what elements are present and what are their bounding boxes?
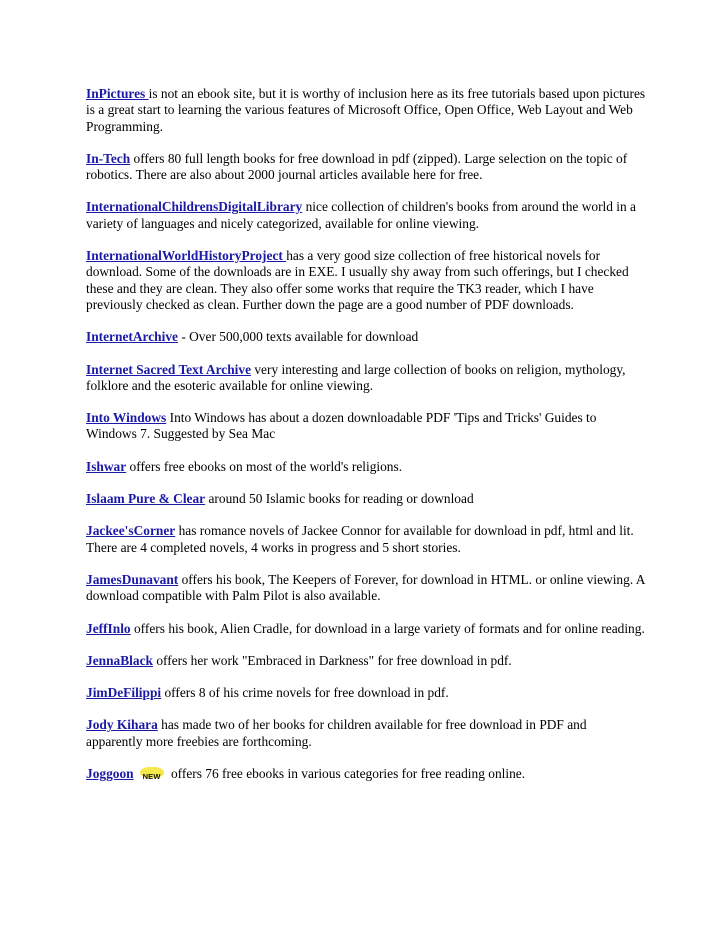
entry-description: has made two of her books for children available for free download in PDF and apparently more freebies are forthcoming.: [86, 717, 587, 749]
entry-into-windows: [86, 410, 646, 443]
entry-inpictures: [86, 86, 646, 135]
link-jenna-black[interactable]: JennaBlack: [86, 652, 153, 668]
link-jeff-inlo[interactable]: JeffInlo: [86, 620, 131, 636]
entry-description: offers 76 free ebooks in various categories for free reading online.: [167, 766, 526, 782]
link-into-windows[interactable]: Into Windows: [86, 410, 167, 426]
entry-internet-sacred-text-archive: [86, 362, 646, 395]
link-international-childrens-digital-library[interactable]: InternationalChildrensDigitalLibrary: [86, 199, 303, 215]
link-ishwar[interactable]: Ishwar: [86, 458, 127, 474]
link-jim-defilippi[interactable]: JimDeFilippi: [86, 685, 162, 701]
link-internet-archive[interactable]: InternetArchive: [86, 329, 178, 345]
entry-description: has romance novels of Jackee Connor for available for download in pdf, html and lit. There are 4 completed novels, 4 works in progress and 5 short stories.: [86, 523, 634, 555]
entry-description: offers 8 of his crime novels for free download in pdf.: [161, 685, 449, 701]
link-inpictures[interactable]: InPictures: [86, 86, 149, 101]
entry-description: around 50 Islamic books for reading or download: [205, 491, 474, 507]
entry-description: offers her work "Embraced in Darkness" for free download in pdf.: [152, 652, 512, 668]
entry-james-dunavant: [86, 572, 646, 605]
new-badge-icon: [140, 767, 164, 782]
entry-jeff-inlo: [86, 621, 646, 637]
entry-description: very interesting and large collection of books on religion, mythology, folklore and the esoteric available for online viewing.: [86, 361, 626, 393]
link-jody-kihara[interactable]: Jody Kihara: [86, 717, 158, 733]
entry-description: has a very good size collection of free historical novels for download. Some of the downloads are in EXE. I usually shy away from such offerings, but I checked these and they are clean. They also offer some works that require the TK3 reader, which I have previously checked as clean. Further down the page are a good number of PDF downloads.: [86, 248, 629, 312]
link-jackees-corner[interactable]: Jackee'sCorner: [86, 523, 176, 539]
link-james-dunavant[interactable]: JamesDunavant: [86, 571, 179, 587]
entry-description: is not an ebook site, but it is worthy of inclusion here as its free tutorials based upon pictures is a great start to learning the various features of Microsoft Office, Open Office, Web Layout and Web Programming.: [86, 86, 646, 134]
entry-description: offers free ebooks on most of the world's religions.: [126, 458, 403, 474]
link-in-tech[interactable]: In-Tech: [86, 150, 131, 166]
entry-ishwar: [86, 459, 646, 475]
new-badge-label: NEW: [142, 772, 161, 782]
link-international-world-history-project[interactable]: InternationalWorldHistoryProject: [86, 248, 287, 264]
link-internet-sacred-text-archive[interactable]: Internet Sacred Text Archive: [86, 361, 252, 377]
entry-international-world-history-project: [86, 248, 646, 313]
entry-description: - Over 500,000 texts available for download: [177, 329, 419, 345]
entry-jenna-black: [86, 653, 646, 669]
entry-description: offers his book, The Keepers of Forever, for download in HTML. or online viewing. A download compatible with Palm Pilot is also available.: [86, 571, 645, 604]
entry-joggoon: [86, 766, 646, 782]
entry-description: nice collection of children's books from around the world in a variety of languages and nicely categorized, available for online viewing.: [86, 199, 637, 231]
entry-jody-kihara: [86, 717, 646, 750]
entry-international-childrens-digital-library: [86, 199, 646, 232]
document-page: [86, 86, 646, 798]
entry-description: Into Windows has about a dozen downloadable PDF 'Tips and Tricks' Guides to Windows 7. Suggested by Sea Mac: [86, 410, 597, 442]
entry-description: offers his book, Alien Cradle, for download in a large variety of formats and for online reading.: [130, 620, 645, 636]
entry-internet-archive: [86, 329, 646, 345]
link-islaam-pure-clear[interactable]: Islaam Pure & Clear: [86, 491, 206, 507]
link-joggoon[interactable]: Joggoon: [86, 766, 134, 782]
entry-jackees-corner: [86, 523, 646, 556]
entry-description: offers 80 full length books for free download in pdf (zipped). Large selection on the topic of robotics. There are also about 2000 journal articles available here for free.: [86, 150, 628, 183]
entry-islaam-pure-clear: [86, 491, 646, 507]
entry-in-tech: [86, 151, 646, 184]
entry-jim-defilippi: [86, 685, 646, 701]
